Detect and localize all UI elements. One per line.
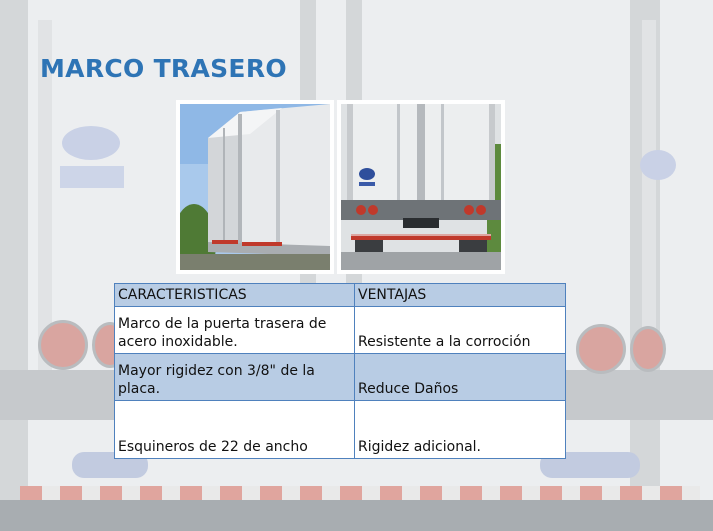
table-cell: Reduce Daños <box>355 354 566 401</box>
header-ventajas: VENTAJAS <box>355 284 566 307</box>
table-row <box>115 307 566 354</box>
table-row <box>115 354 566 401</box>
table-cell: Esquineros de 22 de ancho <box>115 401 355 459</box>
table-cell: Mayor rigidez con 3/8" de la placa. <box>115 354 355 401</box>
features-table <box>114 283 566 459</box>
trailer-rear-three-quarter-photo <box>176 100 334 274</box>
slide-title: MARCO TRASERO <box>40 54 287 83</box>
table-cell: Marco de la puerta trasera de acero inoxidable. <box>115 307 355 354</box>
trailer-rear-straight-photo <box>337 100 505 274</box>
table-row <box>115 401 566 459</box>
table-cell: Resistente a la corroción <box>355 307 566 354</box>
header-caracteristicas: CARACTERISTICAS <box>115 284 355 307</box>
table-cell: Rigidez adicional. <box>355 401 566 459</box>
table-header-row <box>115 284 566 307</box>
